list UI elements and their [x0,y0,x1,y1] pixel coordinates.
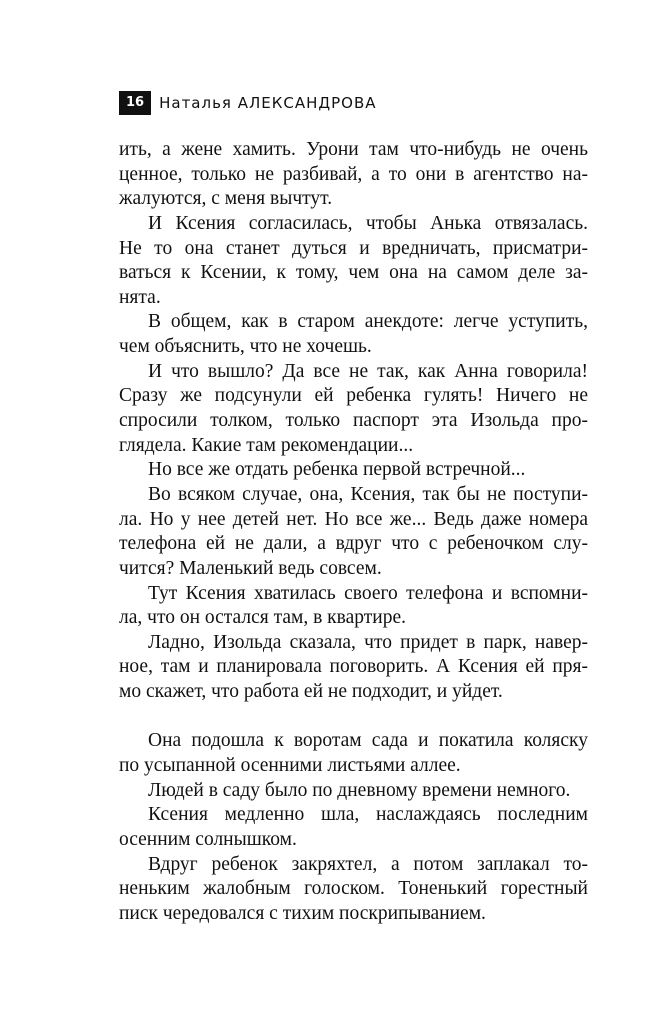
text-line: Ксения медленно шла, наслаждаясь последним [148,804,588,826]
page-header [119,91,377,115]
body-text [119,138,588,927]
text-line: Но все же отдать ребенка первой встречной... [148,459,526,481]
running-head: Наталья АЛЕКСАНДРОВА [159,94,377,112]
text-line: Не то она станет дуться и вредничать, присматри- [119,237,588,259]
text-line: писк чередовался с тихим поскрипыванием. [119,902,486,924]
text-line: телефона ей не дали, а вдруг что с ребеночком слу- [119,533,588,555]
text-line: И что вышло? Да все не так, как Анна говорила! [148,360,588,382]
text-line: по усыпанной осенними листьями аллее. [119,755,461,777]
text-line: чем объяснить, что не хочешь. [119,336,372,358]
text-line: ваться к Ксении, к тому, чем она на самом деле за- [119,262,588,284]
text-line: ла. Но у нее детей нет. Но все же... Ведь даже номера [119,508,588,530]
text-line: осенним солнышком. [119,828,297,850]
text-line: Сразу же подсунули ей ребенка гулять! Ничего не [119,385,588,407]
text-line: нята. [119,286,161,308]
text-line: Она подошла к воротам сада и покатила коляску [148,730,588,752]
text-line: спросили толком, только паспорт эта Изольда про- [119,410,588,432]
text-line: Во всяком случае, она, Ксения, так бы не поступи- [148,483,588,505]
text-line: ное, там и планировала поговорить. А Ксения ей пря- [119,656,588,678]
text-line: ить, а жене хамить. Урони там что-нибудь не очень [119,139,588,160]
page-number: 16 [119,91,151,115]
section-break [119,705,588,730]
text-line: ла, что он остался там, в квартире. [119,607,406,629]
text-line: Ладно, Изольда сказала, что придет в парк, навер- [148,631,588,653]
text-line: ценное, только не разбивай, а то они в агентство на- [119,163,588,185]
text-line: жалуются, с меня вычтут. [119,188,333,210]
text-line: неньким жалобным голоском. Тоненький горестный [119,878,588,900]
text-line: Вдруг ребенок закряхтел, а потом заплакал то- [148,853,588,875]
text-line: чится? Маленький ведь совсем. [119,557,382,579]
text-line: глядела. Какие там рекомендации... [119,434,414,456]
text-line: И Ксения согласилась, чтобы Анька отвязалась. [148,212,588,234]
text-line: мо скажет, что работа ей не подходит, и уйдет. [119,681,503,703]
text-line: Тут Ксения хватилась своего телефона и вспомни- [148,582,588,604]
text-line: В общем, как в старом анекдоте: легче уступить, [148,311,588,333]
text-line: Людей в саду было по дневному времени немного. [148,779,571,801]
